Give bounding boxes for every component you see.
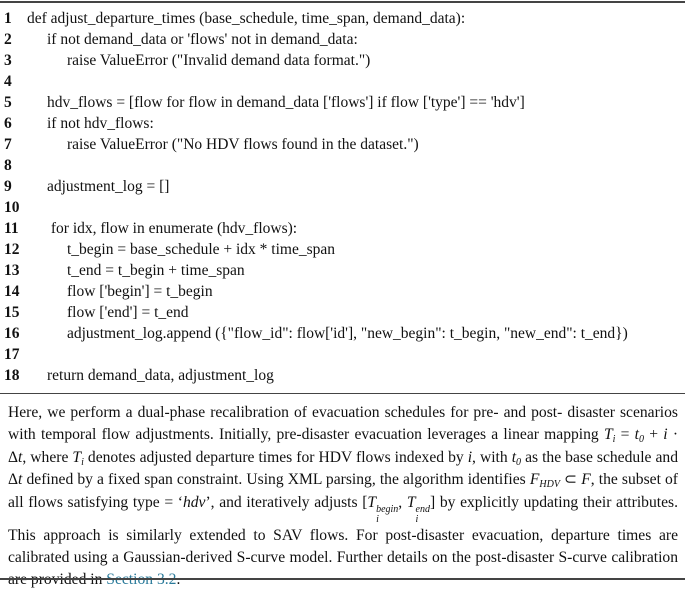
math-symbol bbox=[512, 449, 521, 466]
paragraph-text: ] by explicitly updating their attributes. This approach is similarly extended to SAV flows. For post-disaster evacuation, departure times are calibrated using a Gaussian-derived S-curve model. Further details on the post-disaster S-curve calibration bbox=[8, 493, 678, 567]
math-subscript: HDV bbox=[539, 479, 560, 491]
bottom-rule bbox=[0, 578, 685, 580]
line-number: 8 bbox=[4, 157, 12, 174]
line-number: 3 bbox=[4, 52, 12, 69]
paragraph-text: · Δ bbox=[8, 426, 679, 466]
code-line bbox=[0, 218, 685, 239]
paragraph-text: + bbox=[644, 426, 664, 444]
code-line bbox=[0, 344, 685, 365]
paragraph-text: as the base schedule and Δ bbox=[8, 448, 678, 489]
code-text: adjustment_log.append ({"flow_id": flow['id'], "new_begin": t_begin, "new_end": t_end}) bbox=[67, 325, 628, 342]
code-listing bbox=[0, 8, 685, 386]
paragraph-text: , with bbox=[472, 448, 512, 466]
code-text: if not hdv_flows: bbox=[47, 115, 154, 132]
math-subscript: 0 bbox=[639, 434, 645, 446]
code-text: adjustment_log = [] bbox=[47, 178, 170, 195]
code-line bbox=[0, 176, 685, 197]
code-text: def adjust_departure_times (base_schedule, time_span, demand_data): bbox=[27, 10, 466, 27]
paragraph-text: Here, we perform a dual-phase recalibration of evacuation schedules for pre- and post- disaster scenarios with temporal flow adjustments. Initially, pre-disaster evacuation leverages a linear mapping bbox=[8, 404, 678, 444]
math-base: T bbox=[72, 448, 82, 466]
code-text: return demand_data, adjustment_log bbox=[47, 367, 274, 384]
math-scripts bbox=[416, 505, 430, 525]
line-number: 9 bbox=[4, 178, 12, 195]
math-base: T bbox=[603, 426, 613, 444]
code-line bbox=[0, 239, 685, 260]
line-number: 5 bbox=[4, 94, 12, 111]
line-number: 13 bbox=[4, 262, 20, 279]
code-bottom-rule bbox=[0, 393, 685, 394]
math-symbol bbox=[603, 426, 616, 446]
line-number: 6 bbox=[4, 115, 12, 132]
math-superscript: begin bbox=[376, 503, 399, 515]
math-subscript: i bbox=[81, 456, 84, 468]
code-line bbox=[0, 113, 685, 134]
math-symbol bbox=[367, 493, 399, 525]
math-base: hdv bbox=[182, 493, 206, 511]
code-text: hdv_flows = [flow for flow in demand_data ['flows'] if flow ['type'] == 'hdv'] bbox=[47, 94, 525, 111]
code-line bbox=[0, 8, 685, 29]
code-line bbox=[0, 71, 685, 92]
code-line bbox=[0, 281, 685, 302]
code-line bbox=[0, 134, 685, 155]
math-base: F bbox=[581, 471, 591, 489]
math-base: t bbox=[18, 471, 23, 489]
code-text: for idx, flow in enumerate (hdv_flows): bbox=[47, 220, 298, 237]
paragraph-text: = bbox=[615, 426, 635, 444]
math-base: i bbox=[663, 426, 668, 444]
math-subscript: i bbox=[612, 434, 616, 446]
code-line bbox=[0, 323, 685, 344]
math-base: T bbox=[367, 493, 377, 511]
math-subscript: i bbox=[415, 513, 419, 525]
math-base: T bbox=[406, 493, 416, 511]
paragraph-text: denotes adjusted departure times for HDV flows indexed by bbox=[83, 448, 468, 466]
math-symbol bbox=[581, 471, 591, 488]
code-line bbox=[0, 29, 685, 50]
paragraph-text: , the subset of all flows satisfying type = ‘ bbox=[8, 471, 678, 511]
line-number: 2 bbox=[4, 31, 12, 48]
paragraph-text: defined by a fixed span constraint. Using XML parsing, the algorithm identifies bbox=[22, 471, 530, 489]
code-text: t_begin = base_schedule + idx * time_span bbox=[67, 241, 336, 258]
code-text: flow ['begin'] = t_begin bbox=[67, 283, 213, 300]
code-text: flow ['end'] = t_end bbox=[67, 304, 189, 321]
math-symbol bbox=[529, 471, 560, 491]
code-line bbox=[0, 365, 685, 386]
top-rule bbox=[0, 1, 685, 3]
math-symbol bbox=[634, 426, 645, 446]
line-number: 12 bbox=[4, 241, 20, 258]
line-number: 18 bbox=[4, 367, 20, 384]
math-symbol bbox=[406, 493, 430, 525]
paragraph-text: ’, and iteratively adjusts [ bbox=[205, 493, 368, 511]
math-superscript: end bbox=[415, 503, 430, 515]
code-line bbox=[0, 50, 685, 71]
paragraph-text: , bbox=[398, 493, 407, 511]
line-number: 11 bbox=[4, 220, 19, 237]
math-scripts bbox=[376, 505, 398, 525]
code-line bbox=[0, 197, 685, 218]
code-text: t_end = t_begin + time_span bbox=[67, 262, 245, 279]
code-line bbox=[0, 302, 685, 323]
math-symbol bbox=[183, 494, 206, 511]
math-base: t bbox=[511, 448, 517, 466]
math-subscript: 0 bbox=[516, 456, 522, 468]
paragraph-text: , where bbox=[22, 448, 73, 466]
code-line bbox=[0, 260, 685, 281]
paragraph-text: ⊂ bbox=[559, 471, 582, 489]
math-base: i bbox=[467, 448, 473, 466]
math-symbol bbox=[72, 449, 83, 466]
line-number: 15 bbox=[4, 304, 20, 321]
math-base: t bbox=[634, 426, 640, 444]
math-base: t bbox=[18, 448, 23, 466]
line-number: 16 bbox=[4, 325, 20, 342]
code-line bbox=[0, 92, 685, 113]
code-text: raise ValueError ("No HDV flows found in the dataset.") bbox=[67, 136, 419, 153]
line-number: 17 bbox=[4, 346, 20, 363]
code-text: raise ValueError ("Invalid demand data format.") bbox=[67, 52, 371, 69]
code-line bbox=[0, 155, 685, 176]
math-subscript: i bbox=[376, 513, 379, 525]
body-paragraph bbox=[8, 402, 678, 592]
line-number: 4 bbox=[4, 73, 12, 90]
line-number: 14 bbox=[4, 283, 20, 300]
line-number: 1 bbox=[4, 10, 12, 27]
line-number: 7 bbox=[4, 136, 12, 153]
math-base: F bbox=[529, 471, 540, 489]
line-number: 10 bbox=[4, 199, 20, 216]
code-text: if not demand_data or 'flows' not in demand_data: bbox=[47, 31, 358, 48]
